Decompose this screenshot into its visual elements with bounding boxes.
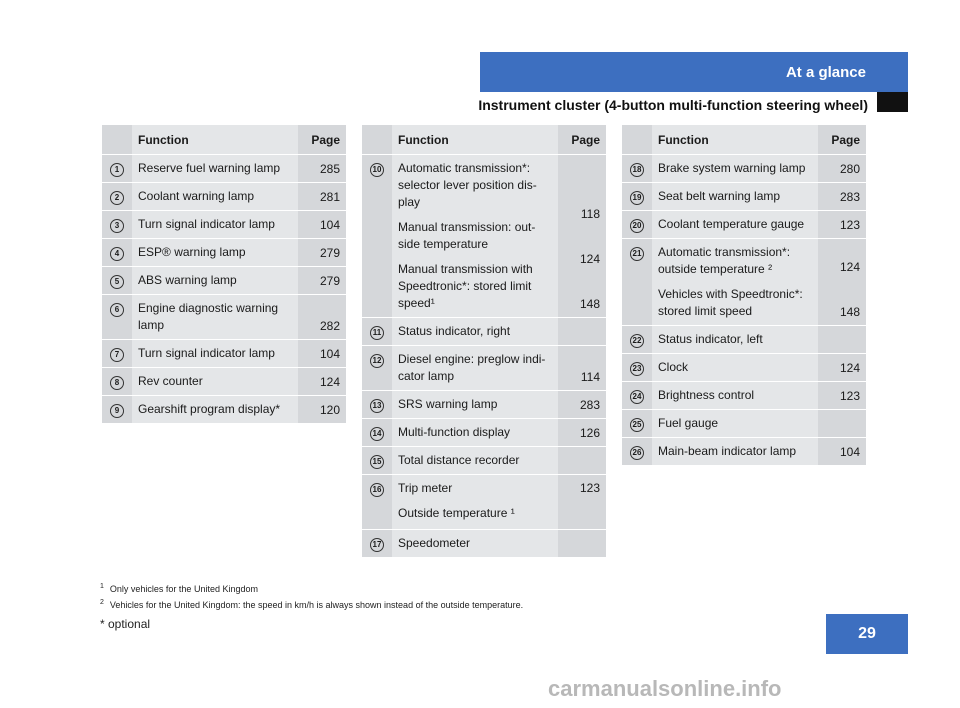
item-number-badge: 23 xyxy=(630,362,644,376)
item-number-badge: 9 xyxy=(110,404,124,418)
row-number-cell xyxy=(362,530,392,558)
function-text: ABS warning lamp xyxy=(138,273,237,287)
header-number-cell xyxy=(622,125,652,155)
page-value: 114 xyxy=(580,370,600,384)
page-value: 124 xyxy=(839,260,860,274)
table-header xyxy=(622,125,866,155)
item-number-badge: 11 xyxy=(370,326,384,340)
table-row xyxy=(622,239,866,326)
item-number-badge: 10 xyxy=(370,163,384,177)
table-row xyxy=(622,211,866,239)
function-text: Manual transmission: out-side temperature xyxy=(398,220,536,251)
function-text: Coolant warning lamp xyxy=(138,189,255,203)
table-row xyxy=(622,438,866,466)
row-number-cell xyxy=(362,475,392,530)
row-number-cell xyxy=(102,155,132,183)
table-row xyxy=(102,340,346,368)
function-cell xyxy=(652,239,818,326)
table-row xyxy=(102,239,346,267)
page-value: 283 xyxy=(839,190,860,204)
page-value: 123 xyxy=(579,481,600,495)
function-cell xyxy=(652,382,818,410)
table-row xyxy=(362,155,606,318)
table-row xyxy=(102,155,346,183)
table-row xyxy=(102,267,346,295)
table-row xyxy=(362,391,606,419)
function-table-3 xyxy=(622,125,866,466)
item-number-badge: 22 xyxy=(630,334,644,348)
item-number-badge: 17 xyxy=(370,538,384,552)
function-cell xyxy=(132,396,298,424)
row-number-cell xyxy=(102,396,132,424)
function-cell xyxy=(652,326,818,354)
item-number-badge: 2 xyxy=(110,191,124,205)
table-row xyxy=(362,475,606,530)
page-cell xyxy=(558,155,606,318)
page-cell xyxy=(818,155,866,183)
item-number-badge: 26 xyxy=(630,446,644,460)
item-number-badge: 25 xyxy=(630,418,644,432)
page-cell xyxy=(818,183,866,211)
function-table-2 xyxy=(362,125,606,558)
row-number-cell xyxy=(622,183,652,211)
page-cell xyxy=(298,295,346,340)
page-cell xyxy=(558,447,606,475)
page-value: 148 xyxy=(579,297,600,311)
function-cell xyxy=(132,267,298,295)
function-text: SRS warning lamp xyxy=(398,397,498,411)
row-number-cell xyxy=(102,211,132,239)
page-cell xyxy=(298,340,346,368)
item-number-badge: 6 xyxy=(110,303,124,317)
page-value: 283 xyxy=(579,398,600,412)
row-number-cell xyxy=(102,183,132,211)
page-value: 280 xyxy=(839,162,860,176)
row-number-cell xyxy=(102,267,132,295)
row-number-cell xyxy=(622,239,652,326)
row-number-cell xyxy=(102,340,132,368)
function-cell xyxy=(392,155,558,318)
page-cell xyxy=(818,239,866,326)
function-cell xyxy=(392,346,558,391)
row-number-cell xyxy=(362,391,392,419)
table-row xyxy=(622,382,866,410)
optional-note: * optional xyxy=(100,617,151,631)
function-text: Multi-function display xyxy=(398,425,511,439)
table-row xyxy=(102,295,346,340)
item-number-badge: 7 xyxy=(110,348,124,362)
table-row xyxy=(622,326,866,354)
row-number-cell xyxy=(102,295,132,340)
table-row xyxy=(622,354,866,382)
function-text: Engine diagnostic warning lamp xyxy=(138,301,279,332)
item-number-badge: 13 xyxy=(370,399,384,413)
page-number: 29 xyxy=(826,614,908,654)
function-text: Turn signal indicator lamp xyxy=(138,346,275,360)
function-cell xyxy=(652,354,818,382)
page-value: 279 xyxy=(319,274,340,288)
page-value: 282 xyxy=(319,319,340,333)
footnotes xyxy=(100,580,523,612)
function-text: Total distance recorder xyxy=(398,453,520,467)
section-tab-label: At a glance xyxy=(785,63,866,81)
page-cell xyxy=(558,318,606,346)
table-row xyxy=(102,183,346,211)
function-text: Brake system warning lamp xyxy=(658,161,806,175)
page-value: 104 xyxy=(319,218,340,232)
row-number-cell xyxy=(622,211,652,239)
function-text: Status indicator, right xyxy=(398,324,511,338)
page-value: 123 xyxy=(839,218,860,232)
function-text: Trip meter xyxy=(398,481,453,495)
row-number-cell xyxy=(362,155,392,318)
item-number-badge: 5 xyxy=(110,275,124,289)
function-text: Vehicles with Speedtronic*: stored limit speed xyxy=(658,287,803,318)
table-row xyxy=(362,419,606,447)
function-cell xyxy=(392,419,558,447)
page-cell xyxy=(818,326,866,354)
function-cell xyxy=(132,155,298,183)
function-cell xyxy=(392,475,558,530)
function-text: Automatic transmission*: outside temperature ² xyxy=(658,245,791,276)
page-cell xyxy=(298,211,346,239)
function-text: Coolant temperature gauge xyxy=(658,217,805,231)
item-number-badge: 3 xyxy=(110,219,124,233)
page-cell xyxy=(818,382,866,410)
header-number-cell xyxy=(102,125,132,155)
page-value: 148 xyxy=(839,305,860,319)
item-number-badge: 8 xyxy=(110,376,124,390)
page-value: 126 xyxy=(579,426,600,440)
function-cell xyxy=(132,340,298,368)
page-value: 118 xyxy=(580,207,600,221)
function-text: Speedometer xyxy=(398,536,471,550)
table-row xyxy=(362,318,606,346)
page-cell xyxy=(298,239,346,267)
function-cell xyxy=(652,410,818,438)
row-number-cell xyxy=(622,410,652,438)
table-row xyxy=(622,410,866,438)
function-cell xyxy=(132,239,298,267)
item-number-badge: 14 xyxy=(370,427,384,441)
header-page: Page xyxy=(298,125,346,155)
page-cell xyxy=(558,391,606,419)
header-function: Function xyxy=(132,125,298,155)
table-row xyxy=(362,346,606,391)
footnote-1: $^1$ Only vehicles for the United Kingdom xyxy=(100,583,258,594)
page-value: 124 xyxy=(839,361,860,375)
function-cell xyxy=(652,211,818,239)
page-cell xyxy=(558,419,606,447)
function-cell xyxy=(652,438,818,466)
header-page: Page xyxy=(558,125,606,155)
function-cell xyxy=(392,391,558,419)
item-number-badge: 18 xyxy=(630,163,644,177)
page-value: 124 xyxy=(579,252,600,266)
function-cell xyxy=(132,183,298,211)
page-cell xyxy=(558,346,606,391)
header-function: Function xyxy=(392,125,558,155)
function-text: Fuel gauge xyxy=(658,416,719,430)
page-cell xyxy=(298,183,346,211)
function-text: Diesel engine: preglow indi-cator lamp xyxy=(398,352,546,383)
row-number-cell xyxy=(102,239,132,267)
page-heading: Instrument cluster (4-button multi-function steering wheel) xyxy=(478,97,868,113)
table-row xyxy=(622,155,866,183)
table-row xyxy=(102,396,346,424)
row-number-cell xyxy=(622,155,652,183)
footnote-2: $^2$ Vehicles for the United Kingdom: the speed in km/h is always shown instead of the outside temperature. xyxy=(100,599,524,610)
function-cell xyxy=(132,295,298,340)
function-cell xyxy=(652,183,818,211)
page-cell xyxy=(818,410,866,438)
page-cell xyxy=(818,438,866,466)
table-row xyxy=(102,368,346,396)
page-value: 281 xyxy=(319,190,340,204)
header-function: Function xyxy=(652,125,818,155)
row-number-cell xyxy=(362,447,392,475)
page-value: 104 xyxy=(839,445,860,459)
function-text: Brightness control xyxy=(658,388,755,402)
page-cell xyxy=(298,267,346,295)
function-text: Reserve fuel warning lamp xyxy=(138,161,281,175)
function-text: Outside temperature ¹ xyxy=(398,506,515,520)
item-number-badge: 20 xyxy=(630,219,644,233)
item-number-badge: 15 xyxy=(370,455,384,469)
section-tab xyxy=(480,52,908,92)
table-header xyxy=(102,125,346,155)
item-number-badge: 1 xyxy=(110,163,124,177)
item-number-badge: 12 xyxy=(370,354,384,368)
function-text: ESP® warning lamp xyxy=(138,245,246,259)
row-number-cell xyxy=(622,326,652,354)
function-text: Main-beam indicator lamp xyxy=(658,444,797,458)
watermark: carmanualsonline.info xyxy=(548,676,782,701)
function-cell xyxy=(392,530,558,558)
page-value: 124 xyxy=(319,375,340,389)
item-number-badge: 21 xyxy=(630,247,644,261)
function-text: Seat belt warning lamp xyxy=(658,189,781,203)
function-cell xyxy=(132,368,298,396)
table-row xyxy=(102,211,346,239)
function-text: Gearshift program display* xyxy=(138,402,281,416)
function-cell xyxy=(392,447,558,475)
table-row xyxy=(362,447,606,475)
page-cell xyxy=(298,368,346,396)
row-number-cell xyxy=(362,419,392,447)
item-number-badge: 19 xyxy=(630,191,644,205)
page-cell xyxy=(558,530,606,558)
function-table-1 xyxy=(102,125,346,424)
function-text: Automatic transmission*: selector lever position dis-play xyxy=(398,161,537,209)
table-row xyxy=(622,183,866,211)
page-cell xyxy=(298,396,346,424)
page-value: 120 xyxy=(319,403,340,417)
function-text: Status indicator, left xyxy=(658,332,763,346)
function-text: Turn signal indicator lamp xyxy=(138,217,275,231)
page-cell xyxy=(818,211,866,239)
page-cell xyxy=(558,475,606,530)
page-value: 104 xyxy=(319,347,340,361)
item-number-badge: 16 xyxy=(370,483,384,497)
row-number-cell xyxy=(622,438,652,466)
table-row xyxy=(362,530,606,558)
row-number-cell xyxy=(102,368,132,396)
row-number-cell xyxy=(622,382,652,410)
function-cell xyxy=(652,155,818,183)
item-number-badge: 24 xyxy=(630,390,644,404)
page-cell xyxy=(818,354,866,382)
function-text: Manual transmission with Speedtronic*: stored limit speed¹ xyxy=(398,262,533,310)
row-number-cell xyxy=(362,346,392,391)
function-text: Rev counter xyxy=(138,374,203,388)
item-number-badge: 4 xyxy=(110,247,124,261)
function-cell xyxy=(132,211,298,239)
table-header xyxy=(362,125,606,155)
function-text: Clock xyxy=(658,360,689,374)
row-number-cell xyxy=(622,354,652,382)
corner-marker xyxy=(877,92,908,112)
header-number-cell xyxy=(362,125,392,155)
page-value: 123 xyxy=(839,389,860,403)
page-value: 279 xyxy=(319,246,340,260)
function-cell xyxy=(392,318,558,346)
page-value: 285 xyxy=(319,162,340,176)
page-cell xyxy=(298,155,346,183)
header-page: Page xyxy=(818,125,866,155)
row-number-cell xyxy=(362,318,392,346)
